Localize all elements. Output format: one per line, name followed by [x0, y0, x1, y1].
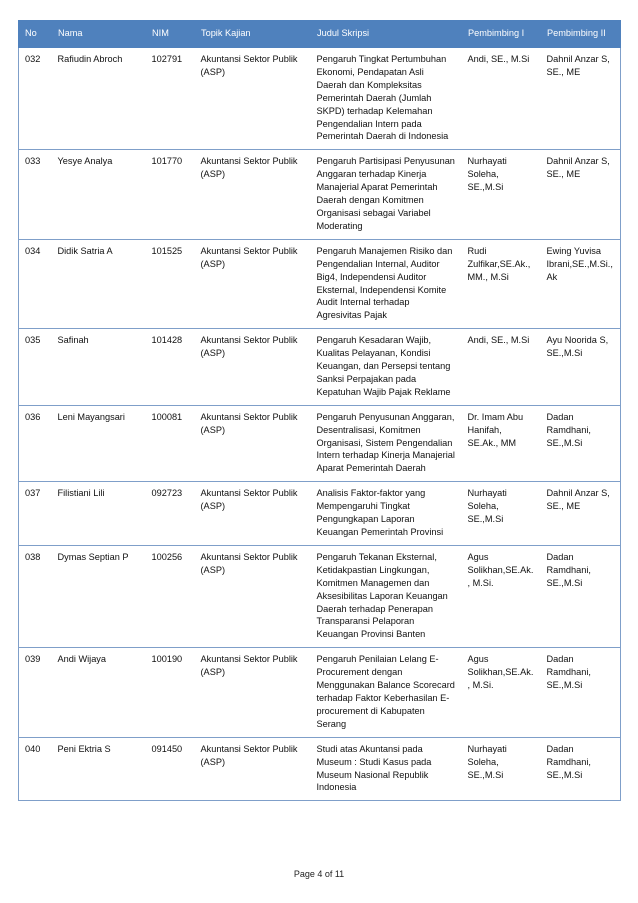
cell-judul: Analisis Faktor-faktor yang Mempengaruhi Tingkat Pengungkapan Laporan Keuangan Pemerintah Provinsi [311, 482, 462, 546]
cell-topik: Akuntansi Sektor Publik (ASP) [195, 329, 311, 406]
thesis-table [18, 20, 621, 801]
cell-pembimbing-1: Andi, SE., M.Si [462, 48, 541, 150]
cell-no: 035 [19, 329, 52, 406]
cell-nama: Rafiudin Abroch [52, 48, 146, 150]
cell-topik: Akuntansi Sektor Publik (ASP) [195, 48, 311, 150]
table-row [19, 405, 621, 482]
cell-pembimbing-1: Nurhayati Soleha, SE.,M.Si [462, 150, 541, 239]
cell-pembimbing-2: Ayu Noorida S, SE.,M.Si [541, 329, 621, 406]
document-page [18, 20, 620, 801]
cell-nama: Dymas Septian P [52, 545, 146, 647]
header-topik-kajian: Topik Kajian [195, 21, 311, 48]
cell-nim: 100190 [146, 648, 195, 737]
cell-nim: 101770 [146, 150, 195, 239]
cell-nim: 092723 [146, 482, 195, 546]
cell-no: 034 [19, 239, 52, 328]
table-row [19, 150, 621, 239]
table-row [19, 737, 621, 801]
cell-pembimbing-1: Rudi Zulfikar,SE.Ak., MM., M.Si [462, 239, 541, 328]
cell-nim: 091450 [146, 737, 195, 801]
cell-topik: Akuntansi Sektor Publik (ASP) [195, 150, 311, 239]
cell-no: 032 [19, 48, 52, 150]
cell-no: 039 [19, 648, 52, 737]
cell-nama: Leni Mayangsari [52, 405, 146, 482]
cell-nama: Yesye Analya [52, 150, 146, 239]
cell-pembimbing-2: Dahnil Anzar S, SE., ME [541, 482, 621, 546]
cell-pembimbing-2: Dahnil Anzar S, SE., ME [541, 48, 621, 150]
table-row [19, 545, 621, 647]
cell-nama: Filistiani Lili [52, 482, 146, 546]
table-row [19, 239, 621, 328]
cell-judul: Pengaruh Tingkat Pertumbuhan Ekonomi, Pendapatan Asli Daerah dan Kompleksitas Pemerintah Daerah (Jumlah SKPD) terhadap Kelemahan Pengendalian Intern pada Pemerintah Daerah di Indonesia [311, 48, 462, 150]
cell-nim: 100256 [146, 545, 195, 647]
cell-pembimbing-2: Dadan Ramdhani, SE.,M.Si [541, 545, 621, 647]
cell-no: 036 [19, 405, 52, 482]
header-judul-skripsi: Judul Skripsi [311, 21, 462, 48]
cell-nim: 100081 [146, 405, 195, 482]
cell-judul: Pengaruh Partisipasi Penyusunan Anggaran terhadap Kinerja Manajerial Aparat Pemerintah Daerah dengan Komitmen Organisasi sebagai Variabel Moderating [311, 150, 462, 239]
cell-no: 038 [19, 545, 52, 647]
cell-pembimbing-1: Nurhayati Soleha, SE.,M.Si [462, 737, 541, 801]
cell-pembimbing-2: Dadan Ramdhani, SE.,M.Si [541, 405, 621, 482]
cell-judul: Pengaruh Tekanan Eksternal, Ketidakpastian Lingkungan, Komitmen Managemen dan Aksesibilitas Laporan Keuangan Daerah terhadap Penerapan Transparansi Pelaporan Keuangan Provinsi Banten [311, 545, 462, 647]
cell-pembimbing-1: Agus Solikhan,SE.Ak., M.Si. [462, 648, 541, 737]
header-pembimbing-1: Pembimbing I [462, 21, 541, 48]
cell-nama: Didik Satria A [52, 239, 146, 328]
cell-judul: Pengaruh Kesadaran Wajib, Kualitas Pelayanan, Kondisi Keuangan, dan Persepsi tentang Sanksi Perpajakan pada Kepatuhan Wajib Pajak Reklame [311, 329, 462, 406]
cell-no: 037 [19, 482, 52, 546]
cell-nim: 102791 [146, 48, 195, 150]
cell-topik: Akuntansi Sektor Publik (ASP) [195, 405, 311, 482]
table-row [19, 48, 621, 150]
cell-pembimbing-1: Andi, SE., M.Si [462, 329, 541, 406]
cell-topik: Akuntansi Sektor Publik (ASP) [195, 545, 311, 647]
page-number: Page 4 of 11 [293, 869, 345, 879]
header-nim: NIM [146, 21, 195, 48]
cell-judul: Pengaruh Penyusunan Anggaran, Desentralisasi, Komitmen Organisasi, Sistem Pengendalian Intern terhadap Kinerja Manajerial Aparat Pemerintah Daerah [311, 405, 462, 482]
cell-pembimbing-1: Dr. Imam Abu Hanifah, SE.Ak., MM [462, 405, 541, 482]
cell-judul: Pengaruh Manajemen Risiko dan Pengendalian Internal, Auditor Big4, Independensi Auditor Eksternal, Independensi Komite Audit Internal terhadap Agresivitas Pajak [311, 239, 462, 328]
table-row [19, 329, 621, 406]
cell-nim: 101428 [146, 329, 195, 406]
cell-no: 033 [19, 150, 52, 239]
cell-topik: Akuntansi Sektor Publik (ASP) [195, 239, 311, 328]
cell-topik: Akuntansi Sektor Publik (ASP) [195, 482, 311, 546]
header-no: No [19, 21, 52, 48]
cell-nim: 101525 [146, 239, 195, 328]
table-header-row [19, 21, 621, 48]
table-row [19, 482, 621, 546]
cell-nama: Andi Wijaya [52, 648, 146, 737]
cell-pembimbing-2: Dahnil Anzar S, SE., ME [541, 150, 621, 239]
cell-pembimbing-1: Nurhayati Soleha, SE.,M.Si [462, 482, 541, 546]
table-row [19, 648, 621, 737]
cell-judul: Pengaruh Penilaian Lelang E-Procurement dengan Menggunakan Balance Scorecard terhadap Faktor Keberhasilan E-procurement di Kabupaten Serang [311, 648, 462, 737]
cell-topik: Akuntansi Sektor Publik (ASP) [195, 648, 311, 737]
cell-nama: Peni Ektria S [52, 737, 146, 801]
cell-no: 040 [19, 737, 52, 801]
cell-pembimbing-2: Dadan Ramdhani, SE.,M.Si [541, 648, 621, 737]
cell-judul: Studi atas Akuntansi pada Museum : Studi Kasus pada Museum Nasional Republik Indonesia [311, 737, 462, 801]
cell-pembimbing-1: Agus Solikhan,SE.Ak., M.Si. [462, 545, 541, 647]
header-pembimbing-2: Pembimbing II [541, 21, 621, 48]
cell-pembimbing-2: Ewing Yuvisa Ibrani,SE.,M.Si.,Ak [541, 239, 621, 328]
cell-nama: Safinah [52, 329, 146, 406]
cell-pembimbing-2: Dadan Ramdhani, SE.,M.Si [541, 737, 621, 801]
cell-topik: Akuntansi Sektor Publik (ASP) [195, 737, 311, 801]
header-nama: Nama [52, 21, 146, 48]
